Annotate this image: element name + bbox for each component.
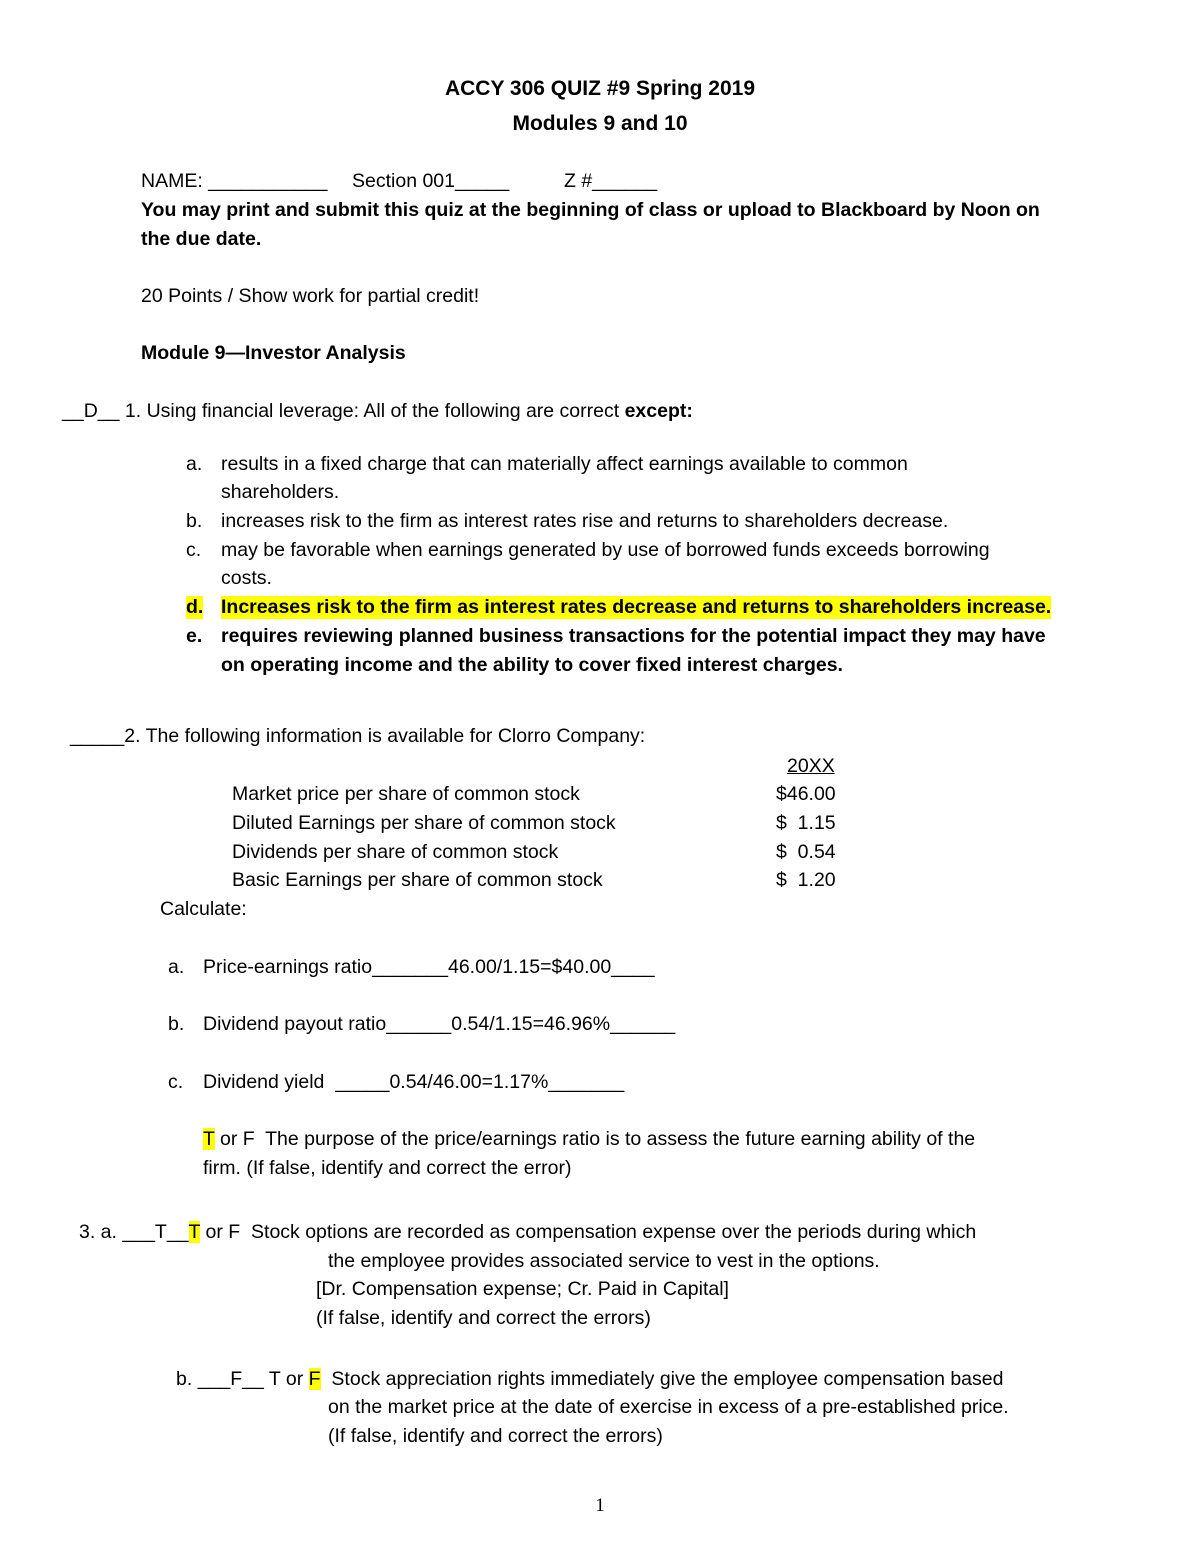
option-text-cont: costs. [221, 567, 272, 589]
instructions-line-2: the due date. [141, 228, 262, 250]
module-heading: Module 9—Investor Analysis [141, 342, 406, 364]
part-letter: a. [168, 956, 185, 978]
statement-text-cont: firm. (If false, identify and correct the error) [203, 1157, 572, 1179]
table-row-value: $ 0.54 [776, 841, 836, 863]
part-letter: b. [168, 1013, 185, 1035]
page-title: ACCY 306 QUIZ #9 Spring 2019 [444, 77, 756, 100]
instruction-note: (If false, identify and correct the errors) [316, 1307, 651, 1329]
statement-text: The purpose of the price/earnings ratio is to assess the future earning ability of the [265, 1128, 976, 1150]
table-row-label: Basic Earnings per share of common stock [232, 869, 603, 891]
option-text: requires reviewing planned business transactions for the potential impact they may have [221, 625, 1046, 647]
q1-stem-emphasis: except: [624, 400, 693, 422]
table-row-label: Dividends per share of common stock [232, 841, 559, 863]
q2-answer-blank: _____ [70, 725, 125, 747]
q1-answer-blank: __D__ [62, 400, 120, 422]
statement-text: Stock options are recorded as compensation expense over the periods during which [251, 1221, 977, 1243]
option-text: results in a fixed charge that can materially affect earnings available to common [221, 453, 908, 475]
z-number-field-label: Z #______ [564, 170, 658, 192]
q1-stem [62, 400, 693, 423]
part-answer: Dividend yield _____0.54/46.00=1.17%_______ [203, 1071, 625, 1093]
page-number: 1 [595, 1495, 605, 1516]
option-letter: e. [186, 625, 203, 647]
statement-text: Stock appreciation rights immediately give the employee compensation based [331, 1368, 1004, 1390]
q3a-answer-blank: ___T__ [122, 1221, 189, 1243]
page-subtitle: Modules 9 and 10 [512, 112, 688, 135]
q3a-label: 3. a. [79, 1221, 117, 1243]
option-letter: c. [186, 539, 202, 561]
true-choice-highlight: T [203, 1128, 215, 1150]
option-letter: d. [186, 596, 204, 618]
statement-text-cont: on the market price at the date of exercise in excess of a pre-established price. [328, 1396, 1009, 1418]
q1-stem-text: 1. Using financial leverage: All of the following are correct [124, 400, 620, 422]
points-note: 20 Points / Show work for partial credit! [141, 285, 480, 307]
part-answer: Dividend payout ratio______0.54/1.15=46.96%______ [203, 1013, 676, 1035]
part-answer: Price-earnings ratio_______46.00/1.15=$40.00____ [203, 956, 655, 978]
table-year-header: 20XX [787, 755, 835, 777]
true-choice-highlight: T [188, 1221, 201, 1243]
true-or-label: T or [268, 1368, 304, 1390]
option-text: Increases risk to the firm as interest rates decrease and returns to shareholders increase. [221, 596, 1052, 618]
section-field-label: Section 001_____ [352, 170, 510, 192]
option-text: may be favorable when earnings generated by use of borrowed funds exceeds borrowing [221, 539, 990, 561]
or-false-label: or F [219, 1128, 255, 1150]
table-row-value: $ 1.20 [776, 869, 836, 891]
calculate-label: Calculate: [160, 898, 247, 920]
journal-entry-note: [Dr. Compensation expense; Cr. Paid in Capital] [316, 1278, 729, 1300]
option-text: increases risk to the firm as interest rates rise and returns to shareholders decrease. [221, 510, 949, 532]
part-letter: c. [168, 1071, 184, 1093]
instructions-line-1: You may print and submit this quiz at the beginning of class or upload to Blackboard by Noon on [141, 199, 1040, 221]
part-d-line-1 [203, 1128, 975, 1151]
option-letter: a. [186, 453, 203, 475]
table-row-value: $46.00 [776, 783, 836, 805]
or-false-label: or F [205, 1221, 241, 1243]
option-letter: b. [186, 510, 203, 532]
table-row-value: $ 1.15 [776, 812, 836, 834]
option-text-cont: on operating income and the ability to cover fixed interest charges. [221, 654, 843, 676]
name-field-label: NAME: ___________ [141, 170, 328, 192]
q2-stem [70, 725, 645, 748]
q3b-answer-blank: ___F__ [197, 1368, 264, 1390]
q3b-line-1 [176, 1368, 1003, 1391]
statement-text-cont: the employee provides associated service to vest in the options. [328, 1250, 880, 1272]
table-row-label: Market price per share of common stock [232, 783, 580, 805]
false-choice-highlight: F [308, 1368, 321, 1390]
q3b-label: b. [176, 1368, 193, 1390]
option-text-cont: shareholders. [221, 481, 340, 503]
q3a-line-1 [79, 1221, 976, 1244]
instruction-note: (If false, identify and correct the errors) [328, 1425, 663, 1447]
q2-stem-text: 2. The following information is available for Clorro Company: [124, 725, 646, 747]
table-row-label: Diluted Earnings per share of common stock [232, 812, 616, 834]
